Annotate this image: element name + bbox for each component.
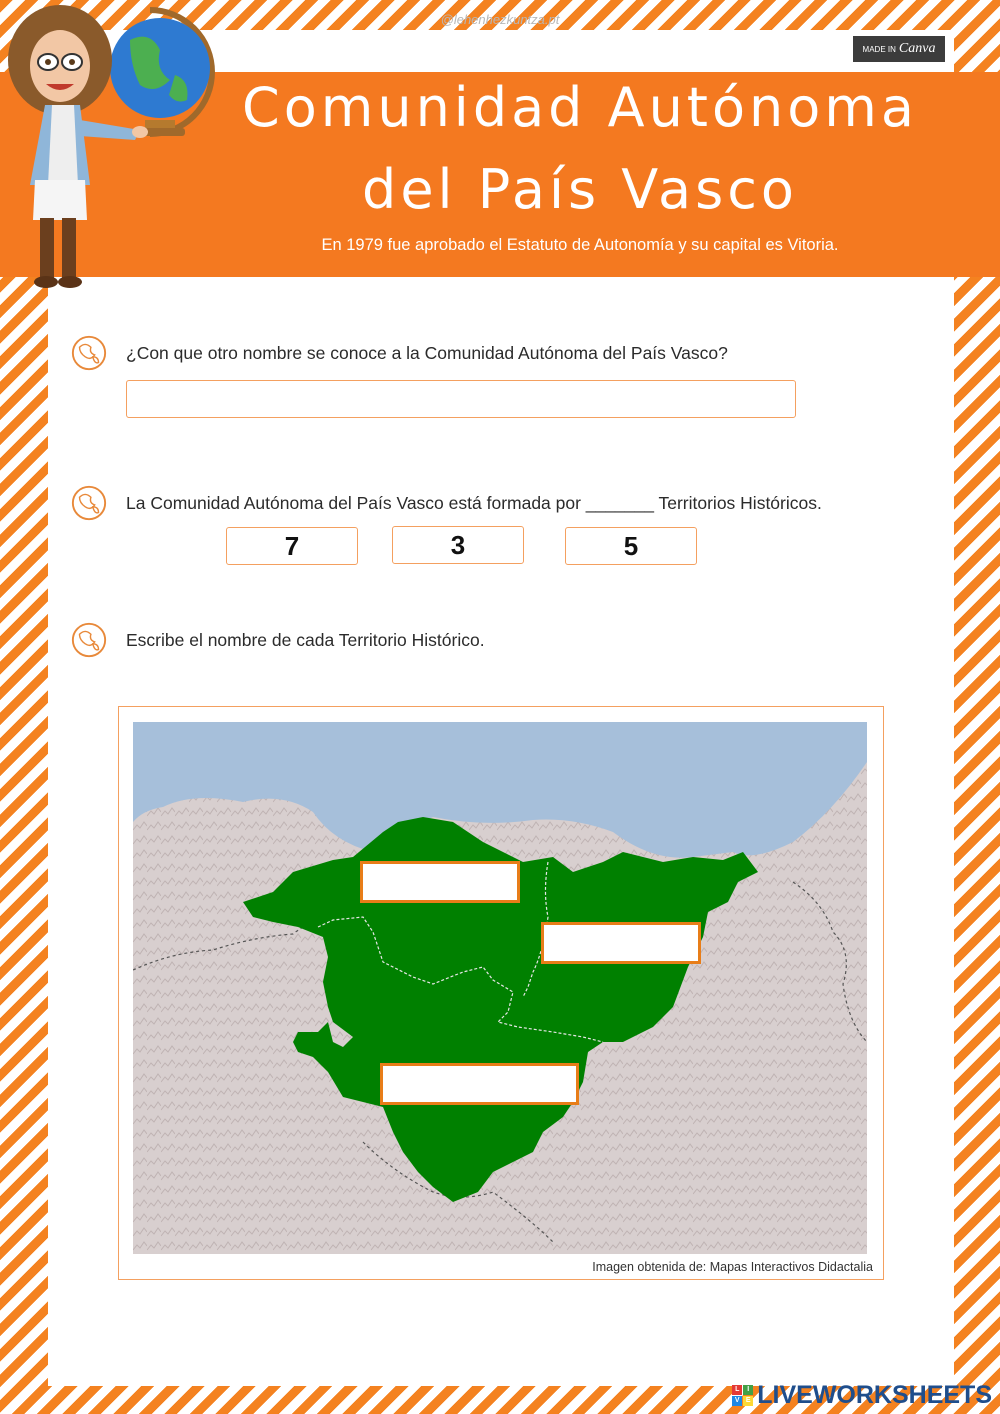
option-button-3[interactable]: 3	[392, 526, 524, 564]
question-2-text: La Comunidad Autónoma del País Vasco está formada por _______ Territorios Históricos.	[126, 493, 822, 513]
option-button-7[interactable]: 7	[226, 527, 358, 565]
canva-badge-small: MADE IN	[862, 44, 896, 54]
globe-icon	[70, 484, 108, 522]
option-button-5[interactable]: 5	[565, 527, 697, 565]
globe-icon	[70, 621, 108, 659]
canva-badge-brand: Canva	[898, 41, 936, 56]
question-3-text: Escribe el nombre de cada Territorio Histórico.	[126, 630, 485, 650]
page-title-line1: Comunidad Autónoma	[242, 76, 918, 139]
liveworksheets-name: LIVEWORKSHEETS	[757, 1381, 992, 1409]
map-credit: Imagen obtenida de: Mapas Interactivos Didactalia	[592, 1260, 873, 1274]
basque-country-map	[133, 722, 867, 1254]
canva-badge	[853, 36, 945, 62]
territory-label-input-1[interactable]	[360, 861, 520, 903]
territory-label-input-3[interactable]	[380, 1063, 579, 1105]
liveworksheets-logo	[732, 1381, 992, 1410]
globe-icon	[70, 334, 108, 372]
page-title-line2: del País Vasco	[362, 158, 798, 221]
teacher-avatar	[0, 0, 215, 300]
author-watermark: @lehenhezkuntza.pt	[440, 12, 560, 27]
liveworksheets-badge: L I V E	[732, 1385, 753, 1406]
answer-input-other-name[interactable]	[126, 380, 796, 418]
question-1-text: ¿Con que otro nombre se conoce a la Comunidad Autónoma del País Vasco?	[126, 343, 728, 363]
territory-label-input-2[interactable]	[541, 922, 701, 964]
globe-illustration	[110, 10, 212, 136]
page-subtitle: En 1979 fue aprobado el Estatuto de Autonomía y su capital es Vitoria.	[321, 236, 839, 254]
